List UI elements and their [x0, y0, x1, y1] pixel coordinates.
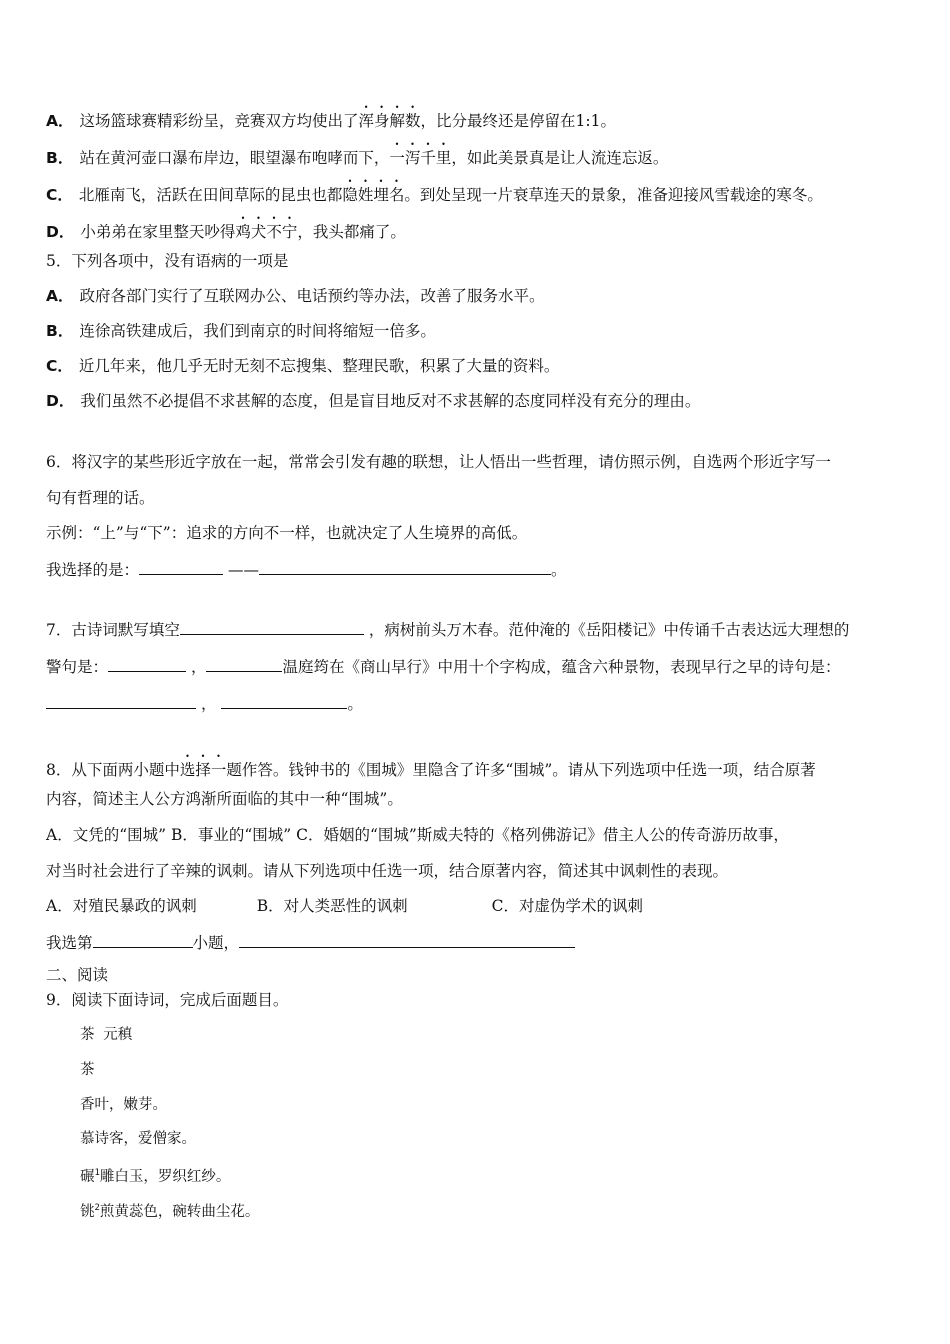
period: 。	[347, 695, 363, 713]
q7-text: 温庭筠在《商山早行》中用十个字构成，蕴含六种景物，表现早行之早的诗句是：	[282, 658, 841, 676]
option-text: 我们虽然不必提倡不求甚解的态度，但是盲目地反对不求甚解的态度同样没有充分的理由。	[80, 392, 701, 410]
option-label: C．	[46, 186, 73, 204]
q6-stem-cont: 句有哲理的话。	[46, 489, 155, 507]
option-text: 小弟弟在家里整天吵得	[80, 223, 236, 241]
option-label: B．	[46, 149, 74, 167]
q9-stem: 9．阅读下面诗词，完成后面题目。	[46, 991, 289, 1009]
option-text: 。到处呈现一片衰草连天的景象，准备迎接风雪载途的寒冬。	[404, 186, 823, 204]
poem-text: 铫	[80, 1204, 95, 1220]
fill-blank[interactable]	[46, 692, 196, 709]
option-text: 连徐高铁建成后，我们到南京的时间将缩短一倍多。	[79, 322, 436, 340]
q4-option-a	[46, 103, 616, 131]
q7-line-1	[46, 618, 849, 640]
option-label: C．	[46, 357, 73, 375]
option-text: ，我头都痛了。	[297, 223, 406, 241]
poem-line	[80, 1198, 259, 1222]
option-text: 政府各部门实行了互联网办公、电话预约等办法，改善了服务水平。	[79, 287, 545, 305]
q5-stem: 5．下列各项中，没有语病的一项是	[46, 252, 289, 270]
dotted-idiom: 一泻千里	[389, 149, 452, 167]
answer-blank[interactable]	[239, 931, 575, 948]
q7-line-2	[46, 655, 840, 677]
sub-option-b: B．对人类恶性的讽刺	[256, 897, 408, 915]
section-heading: 二、阅读	[46, 966, 109, 984]
q8-text: 8．从下面两小题中	[46, 761, 180, 779]
poem-line: 香叶，嫩芽。	[80, 1097, 167, 1113]
q8-stem-cont: 内容，简述主人公方鸿渐所面临的其中一种“围城”。	[46, 790, 403, 808]
answer-blank[interactable]	[139, 558, 223, 575]
q5-option-c	[46, 356, 559, 376]
answer-prefix: 我选择的是：	[46, 561, 140, 579]
q6-example: 示例：“上”与“下”：追求的方向不一样，也就决定了人生境界的高低。	[46, 524, 528, 542]
dotted-word: 选择一	[179, 761, 227, 779]
sub-option-a: A．对殖民暴政的讽刺	[46, 897, 197, 915]
dotted-idiom: 隐姓埋名	[342, 186, 405, 204]
q8-text: 题作答。钱钟书的《围城》里隐含了许多“围城”。请从下列选项中任选一项，结合原著	[226, 761, 816, 779]
q8-text-cont: 对当时社会进行了辛辣的讽刺。请从下列选项中任选一项，结合原著内容，简述其中讽刺性的表现。	[46, 862, 729, 880]
q8-options-line: A．文凭的“围城” B．事业的“围城” C．婚姻的“围城”斯威夫特的《格列佛游记》借主人公的传奇游历故事，	[46, 826, 789, 844]
q7-line-3	[46, 692, 363, 714]
answer-prefix: 我选第	[46, 934, 93, 952]
dash: ——	[227, 561, 259, 579]
answer-blank[interactable]	[93, 931, 193, 948]
poem-line: 茶	[80, 1062, 95, 1078]
poem-text: 碾	[80, 1169, 95, 1185]
poem-text: 煎黄蕊色，碗转曲尘花。	[99, 1204, 260, 1220]
period: 。	[550, 561, 567, 579]
comma: ，	[190, 658, 207, 676]
answer-text: 小题，	[192, 934, 240, 952]
option-label: A．	[46, 287, 74, 305]
q7-text: 警句是：	[46, 658, 109, 676]
q6-answer-line	[46, 558, 566, 580]
fill-blank[interactable]	[221, 692, 347, 709]
fill-blank[interactable]	[206, 655, 282, 672]
q5-option-b	[46, 321, 436, 341]
poem-text: 雕白玉，罗织红纱。	[99, 1169, 231, 1185]
option-label: D．	[46, 392, 75, 410]
q4-option-c	[46, 177, 823, 205]
dotted-idiom: 鸡犬不宁	[235, 223, 298, 241]
q5-option-a	[46, 286, 545, 306]
q8-answer-line	[46, 931, 575, 953]
fill-blank[interactable]	[108, 655, 186, 672]
poem-title: 茶 元稹	[80, 1027, 133, 1043]
footnote-marker: 2	[94, 1203, 100, 1213]
q4-option-d	[46, 214, 406, 242]
fill-blank[interactable]	[180, 618, 364, 635]
option-text: ，如此美景真是让人流连忘返。	[451, 149, 669, 167]
footnote-marker: 1	[94, 1168, 100, 1178]
poem-line: 慕诗客，爱僧家。	[80, 1131, 196, 1147]
q7-text: ，病树前头万木春。范仲淹的《岳阳楼记》中传诵千古表达远大理想的	[368, 621, 850, 639]
q4-option-b	[46, 140, 668, 168]
q6-stem: 6．将汉字的某些形近字放在一起，常常会引发有趣的联想，让人悟出一些哲理，请仿照示例，自选两个形近字写一	[46, 453, 831, 471]
poem-line	[80, 1163, 230, 1187]
q8-sub-options	[46, 896, 643, 916]
q7-stem: 7．古诗词默写填空	[46, 621, 180, 639]
option-text: 北雁南飞，活跃在田间草际的昆虫也都	[78, 186, 343, 204]
answer-blank[interactable]	[259, 558, 551, 575]
option-text: 这场篮球赛精彩纷呈，竞赛双方均使出了	[79, 112, 359, 130]
option-label: B．	[46, 322, 74, 340]
option-label: A．	[46, 112, 74, 130]
sub-option-c: C．对虚伪学术的讽刺	[491, 897, 643, 915]
q5-option-d	[46, 391, 700, 411]
dotted-idiom: 浑身解数	[358, 112, 421, 130]
option-label: D．	[46, 223, 75, 241]
comma: ，	[200, 695, 217, 713]
option-text: 近几年来，他几乎无时无刻不忘搜集、整理民歌，积累了大量的资料。	[78, 357, 560, 375]
q8-stem	[46, 752, 816, 780]
option-text: 站在黄河壶口瀑布岸边，眼望瀑布咆哮而下，	[79, 149, 390, 167]
option-text: ，比分最终还是停留在1:1。	[420, 112, 616, 130]
